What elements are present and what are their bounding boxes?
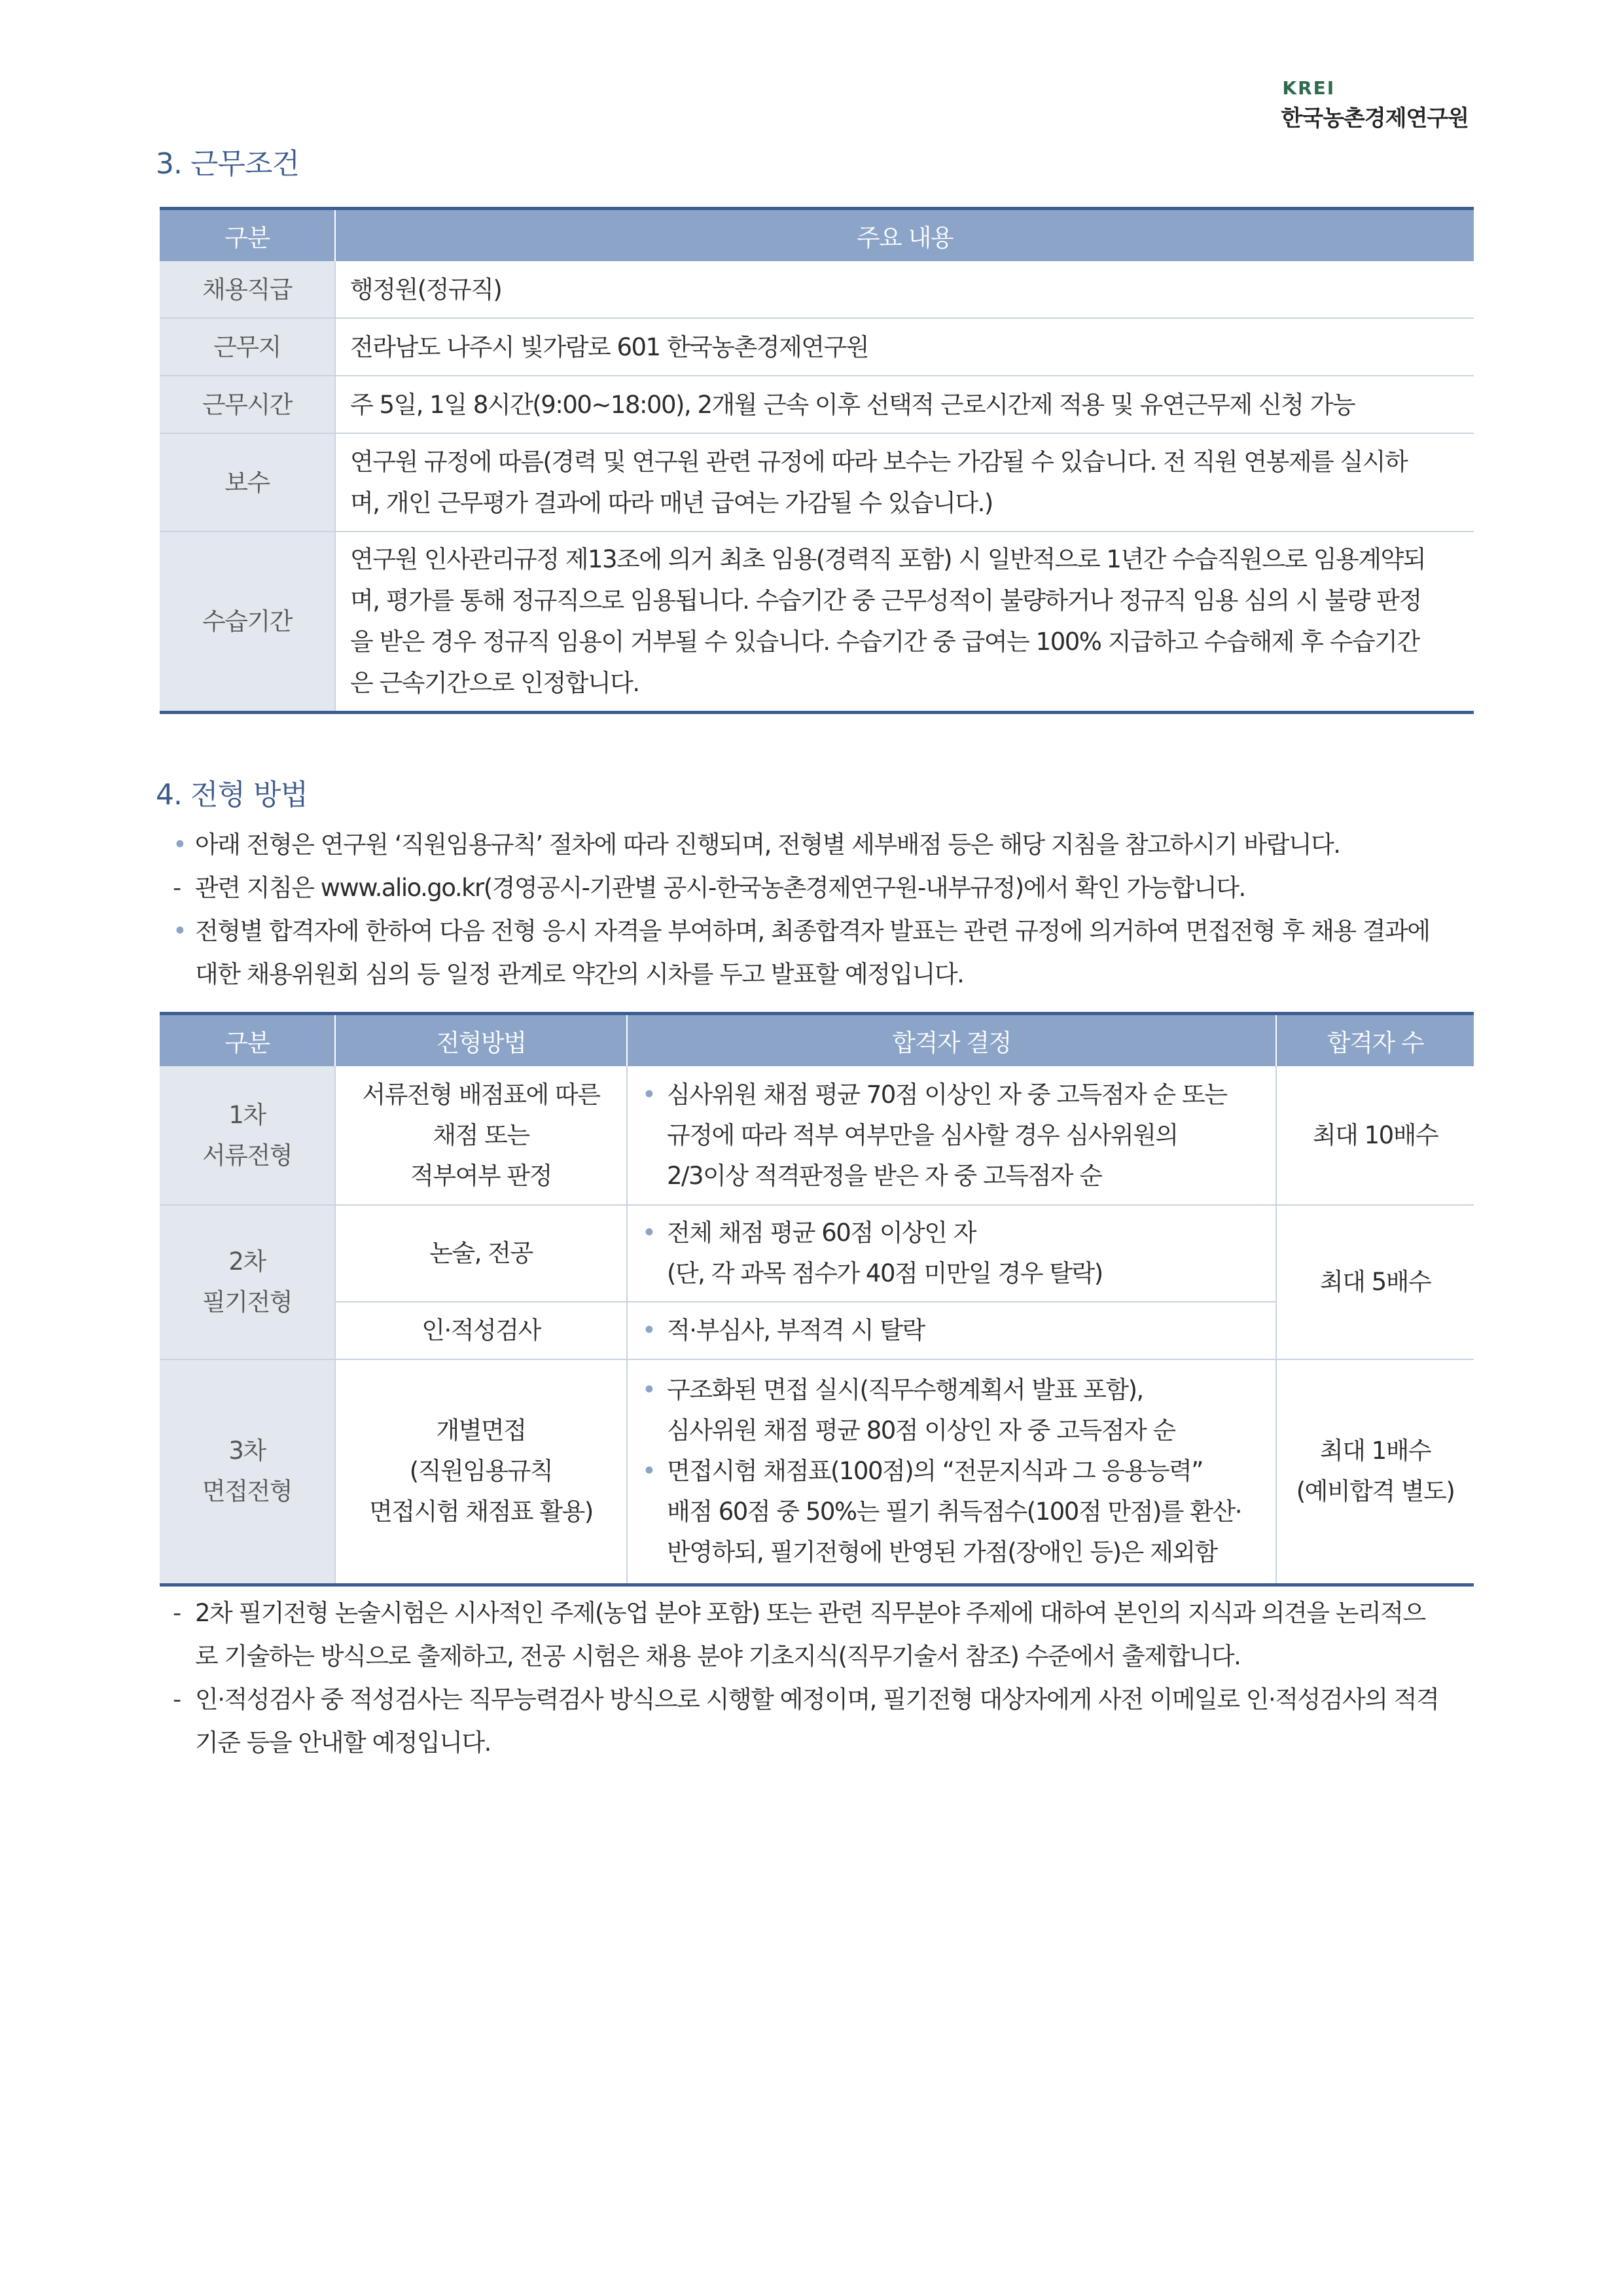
intro-line: 대한 채용위원회 심의 등 일정 관계로 약간의 시차를 두고 발표할 예정입니다. <box>195 960 964 988</box>
criteria-line: 배점 60점 중 50%는 필기 취득점수(100점 만점)를 환산· <box>667 1498 1242 1526</box>
row-value: 전라남도 나주시 빛가람로 601 한국농촌경제연구원 <box>335 318 1474 376</box>
method-line: 면접시험 채점표 활용) <box>369 1498 593 1526</box>
row-value <box>335 531 1474 712</box>
selection-intro-notes <box>171 823 1474 996</box>
stage-label <box>160 1066 335 1205</box>
table-row <box>160 376 1474 433</box>
header-method: 전형방법 <box>335 1014 627 1067</box>
stage-label-line: 필기전형 <box>202 1288 292 1316</box>
criteria-bullet <box>642 1451 1261 1573</box>
selection-process-table <box>160 1012 1474 1587</box>
row-line: 며, 평가를 통해 정규직으로 임용됩니다. 수습기간 중 근무성적이 불량하거나 정규직 임용 심의 시 불량 판정 <box>350 586 1421 615</box>
stage-count <box>1276 1359 1474 1585</box>
stage-criteria <box>627 1302 1276 1359</box>
criteria-bullet <box>642 1370 1261 1451</box>
row-label: 채용직급 <box>160 261 335 318</box>
header-pass-count: 합격자 수 <box>1276 1014 1474 1067</box>
criteria-bullet <box>642 1075 1261 1196</box>
intro-line: - 관련 지침은 www.alio.go.kr(경영공시-기관별 공시-한국농촌경제연구원-내부규정)에서 확인 가능합니다. <box>195 874 1245 902</box>
row-line: 며, 개인 근무평가 결과에 따라 매년 급여는 가감될 수 있습니다.) <box>350 489 993 517</box>
stage-method <box>335 1359 627 1585</box>
criteria-line: 반영하되, 필기전형에 반영된 가점(장애인 등)은 제외함 <box>667 1538 1217 1567</box>
logo-ko: 한국농촌경제연구원 <box>1281 105 1469 132</box>
stage-criteria <box>627 1066 1276 1205</box>
method-line: 채점 또는 <box>433 1121 529 1149</box>
criteria-line: (단, 각 과목 점수가 40점 미만일 경우 탈락) <box>667 1259 1103 1287</box>
table-row <box>160 261 1474 318</box>
section-3-title: 3. 근무조건 <box>156 147 299 181</box>
table-row-stage-2 <box>160 1205 1474 1302</box>
row-label: 보수 <box>160 433 335 531</box>
method-line: 서류전형 배점표에 따른 <box>362 1080 600 1109</box>
footnote-line: - 인·적성검사 중 적성검사는 직무능력검사 방식으로 시행할 예정이며, 필기전형 대상자에게 사전 이메일로 인·적성검사의 적격 <box>195 1685 1439 1713</box>
selection-footnotes <box>171 1592 1474 1765</box>
logo-en: KREI <box>1282 77 1336 99</box>
row-line: 연구원 인사관리규정 제13조에 의거 최초 임용(경력직 포함) 시 일반적으로 1년간 수습직원으로 임용계약되 <box>350 545 1426 574</box>
method-line: 적부여부 판정 <box>410 1161 552 1190</box>
stage-method <box>335 1066 627 1205</box>
header-category: 구분 <box>160 209 335 262</box>
stage-label-line: 1차 <box>228 1100 266 1129</box>
table-row <box>160 531 1474 712</box>
intro-bullet <box>171 823 1474 867</box>
row-line: 연구원 규정에 따름(경력 및 연구원 관련 규정에 따라 보수는 가감될 수 있습니다. 전 직원 연봉제를 실시하 <box>350 448 1408 476</box>
footnote-line: 로 기술하는 방식으로 출제하고, 전공 시험은 채용 분야 기초지식(직무기술서 참조) 수준에서 출제합니다. <box>195 1642 1241 1670</box>
krei-logo <box>1281 77 1469 132</box>
row-label: 근무지 <box>160 318 335 376</box>
row-value: 행정원(정규직) <box>350 275 502 304</box>
criteria-line: 심사위원 채점 평균 80점 이상인 자 중 고득점자 순 <box>667 1416 1175 1445</box>
criteria-line: • 구조화된 면접 실시(직무수행계획서 발표 포함), <box>667 1376 1143 1405</box>
table-row <box>160 318 1474 376</box>
header-pass-decision: 합격자 결정 <box>627 1014 1276 1067</box>
stage-label <box>160 1359 335 1585</box>
intro-dash <box>171 867 1474 910</box>
stage-label-line: 면접전형 <box>202 1477 292 1506</box>
method-line: (직원임용규칙 <box>409 1457 553 1486</box>
stage-count: 최대 10배수 <box>1312 1121 1438 1149</box>
count-line: 최대 1배수 <box>1319 1437 1431 1465</box>
table-row-stage-1 <box>160 1066 1474 1205</box>
criteria-line: • 심사위원 채점 평균 70점 이상인 자 중 고득점자 순 또는 <box>667 1080 1227 1109</box>
footnote-item <box>171 1592 1474 1678</box>
row-line: 은 근속기간으로 인정합니다. <box>350 669 639 698</box>
footnote-line: 기준 등을 안내할 예정입니다. <box>195 1729 491 1757</box>
stage-count: 최대 5배수 <box>1276 1205 1474 1359</box>
criteria-bullet <box>642 1213 1261 1294</box>
criteria-line: • 면접시험 채점표(100점)의 “전문지식과 그 응용능력” <box>667 1457 1203 1486</box>
row-label: 수습기간 <box>160 531 335 712</box>
criteria-line: 규정에 따라 적부 여부만을 심사할 경우 심사위원의 <box>667 1121 1178 1149</box>
stage-method: 논술, 전공 <box>335 1205 627 1302</box>
footnote-line: - 2차 필기전형 논술시험은 시사적인 주제(농업 분야 포함) 또는 관련 직무분야 주제에 대하여 본인의 지식과 의견을 논리적으 <box>195 1599 1425 1627</box>
row-label: 근무시간 <box>160 376 335 433</box>
table-row <box>160 433 1474 531</box>
intro-bullet <box>171 910 1474 996</box>
header-main-content: 주요 내용 <box>335 209 1474 262</box>
table-header-row <box>160 1014 1474 1067</box>
stage-label-line: 서류전형 <box>202 1141 292 1170</box>
working-conditions-table <box>160 207 1474 714</box>
stage-label-line: 3차 <box>228 1437 266 1465</box>
table-row-stage-3 <box>160 1359 1474 1585</box>
criteria-line: 2/3이상 적격판정을 받은 자 중 고득점자 순 <box>667 1161 1102 1190</box>
stage-label <box>160 1205 335 1359</box>
row-value <box>335 433 1474 531</box>
stage-criteria <box>627 1359 1276 1585</box>
row-value: 주 5일, 1일 8시간(9:00~18:00), 2개월 근속 이후 선택적 근로시간제 적용 및 유연근무제 신청 가능 <box>335 376 1474 433</box>
stage-label-line: 2차 <box>228 1247 266 1276</box>
stage-method: 인·적성검사 <box>335 1302 627 1359</box>
method-line: 개별면접 <box>436 1416 526 1445</box>
footnote-item <box>171 1678 1474 1765</box>
intro-line: • 아래 전형은 연구원 ‘직원임용규칙’ 절차에 따라 진행되며, 전형별 세부배점 등은 해당 지침을 참고하시기 바랍니다. <box>195 831 1340 859</box>
row-line: 을 받은 경우 정규직 임용이 거부될 수 있습니다. 수습기간 중 급여는 100% 지급하고 수습해제 후 수습기간 <box>350 628 1419 656</box>
table-header-row <box>160 209 1474 262</box>
section-4-title: 4. 전형 방법 <box>156 778 308 812</box>
stage-criteria <box>627 1205 1276 1302</box>
count-line: (예비합격 별도) <box>1296 1477 1455 1506</box>
intro-line: • 전형별 합격자에 한하여 다음 전형 응시 자격을 부여하며, 최종합격자 발표는 관련 규정에 의거하여 면접전형 후 채용 결과에 <box>195 917 1430 945</box>
criteria-bullet: • 적·부심사, 부적격 시 탈락 <box>642 1310 1261 1351</box>
header-category: 구분 <box>160 1014 335 1067</box>
criteria-line: • 전체 채점 평균 60점 이상인 자 <box>667 1219 976 1247</box>
